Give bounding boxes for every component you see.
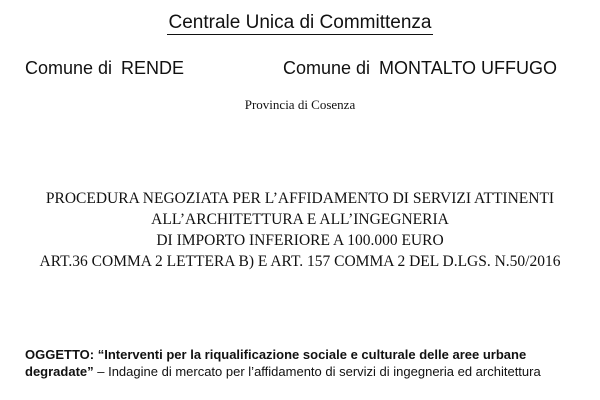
comune-name-right: MONTALTO UFFUGO bbox=[379, 58, 558, 78]
oggetto-subject-line-2: degradate” bbox=[25, 364, 94, 379]
document-header-title bbox=[0, 12, 600, 35]
centrale-unica-title: Centrale Unica di Committenza bbox=[168, 12, 432, 33]
procedura-line-4: ART.36 COMMA 2 LETTERA B) E ART. 157 COMMA 2 DEL D.LGS. N.50/2016 bbox=[39, 253, 561, 270]
oggetto-line-2 bbox=[25, 363, 585, 380]
procedura-line-1: PROCEDURA NEGOZIATA PER L’AFFIDAMENTO DI SERVIZI ATTINENTI bbox=[45, 190, 555, 207]
oggetto-subject-line-1: “Interventi per la riqualificazione sociale e culturale delle aree urbane bbox=[97, 347, 527, 362]
comune-label-right: Comune di bbox=[283, 58, 371, 78]
comune-rende bbox=[25, 58, 184, 79]
procedura-line-2: ALL’ARCHITETTURA E ALL’INGEGNERIA bbox=[151, 211, 449, 228]
comune-name-left: RENDE bbox=[121, 58, 185, 78]
procedura-line-3: DI IMPORTO INFERIORE A 100.000 EURO bbox=[156, 232, 444, 249]
provincia-line: Provincia di Cosenza bbox=[244, 97, 356, 112]
oggetto-line-1 bbox=[25, 346, 585, 363]
oggetto-label: OGGETTO: bbox=[25, 347, 95, 362]
comuni-row bbox=[0, 58, 600, 84]
oggetto-description: – Indagine di mercato per l’affidamento di servizi di ingegneria ed architettura bbox=[93, 364, 541, 379]
comune-montalto bbox=[283, 58, 557, 79]
procedura-heading bbox=[0, 188, 600, 272]
comune-label-left: Comune di bbox=[25, 58, 113, 78]
oggetto-section bbox=[25, 346, 585, 380]
